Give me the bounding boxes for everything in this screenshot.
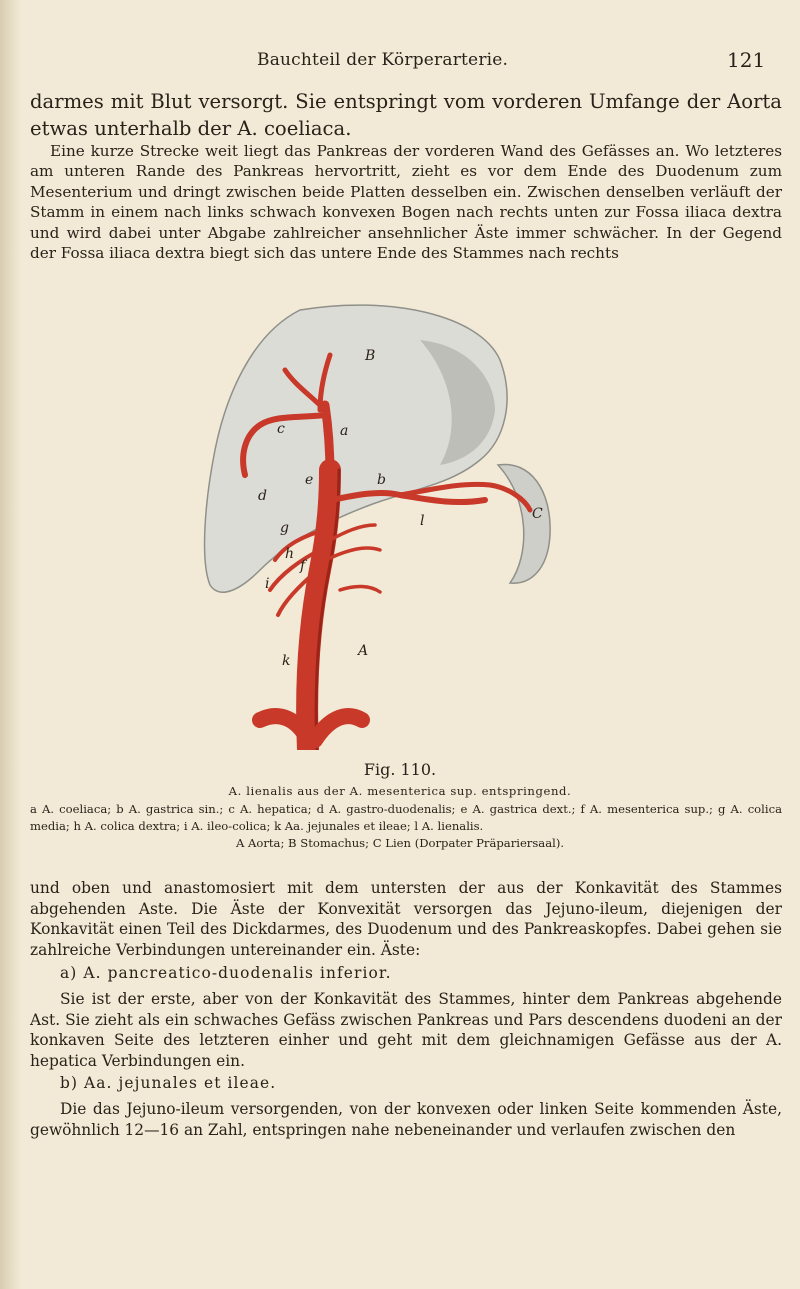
page-number: 121: [727, 48, 766, 72]
paragraph-4: Die das Jejuno-ileum versorgenden, von der konvexen oder linken Seite kommenden Äste, gewöhnlich 12—16 an Zahl, entspringen nahe nebeneinander und verlaufen zwischen den: [30, 1100, 782, 1139]
figure-legend: a A. coeliaca; b A. gastrica sin.; c A. hepatica; d A. gastro-duodenalis; e A. gastrica dext.; f A. mesenterica sup.; g A. colica media; h A. colica dextra; i A. ileo-colica; k Aa. jejunales et ileae; l A. lienalis.: [30, 802, 782, 833]
iliac-left: [260, 716, 308, 740]
running-head: Bauchteil der Körperarterie.: [257, 50, 509, 70]
figure-title: Fig. 110.: [363, 760, 437, 779]
label-C: C: [532, 506, 543, 522]
label-B: B: [365, 348, 376, 364]
page-edge-shadow: [0, 0, 22, 1289]
iliac-right: [315, 716, 362, 740]
label-f: f: [300, 558, 306, 574]
spleen-shape: [498, 464, 550, 583]
paragraph-2: und oben und anastomosiert mit dem untersten der aus der Konkavität des Stammes abgehenden Aste. Die Äste der Konvexität versorgen das Jejuno-ileum, diejenigen der Konkavität einen Teil des Dickdarmes, des Duodenum und des Pankreaskopfes. Dabei gehen sie zahlreiche Verbindungen untereinander ein. Äste:: [30, 879, 782, 959]
figure-caption-title: A. lienalis aus der A. mesenterica sup. entspringend.: [228, 784, 572, 798]
label-g: g: [280, 520, 289, 536]
label-l: l: [420, 513, 425, 529]
figure-legend-last: A Aorta; B Stomachus; C Lien (Dorpater Präpariersaal).: [235, 836, 565, 850]
jejunal-branches: [330, 525, 380, 592]
section-heading-a: a) A. pancreatico-duodenalis inferior.: [60, 964, 392, 982]
paragraph-3: Sie ist der erste, aber von der Konkavität des Stammes, hinter dem Pankreas abgehende Ast. Sie zieht als ein schwaches Gefäss zwischen Pankreas und Pars descendens duodeni an der konkaven Seite des letzteren einher und geht mit dem gleichnamigen Gefässe aus der A. hepatica Verbindungen ein.: [30, 990, 782, 1070]
page-header: [0, 50, 800, 78]
artery-illustration: [180, 300, 580, 750]
lead-paragraph: darmes mit Blut versorgt. Sie entspringt vom vorderen Umfange der Aorta etwas unterhalb der A. coeliaca.: [30, 90, 782, 140]
label-b: b: [377, 472, 386, 488]
label-h: h: [285, 546, 295, 562]
label-A: A: [358, 643, 369, 659]
label-a: a: [340, 423, 349, 439]
label-d: d: [258, 488, 267, 504]
paragraph-1: Eine kurze Strecke weit liegt das Pankreas der vorderen Wand des Gefässes an. Wo letzteres am unteren Rande des Pankreas hervortritt, zieht es vor dem Ende des Duodenum zum Mesenterium und dringt zwischen beide Platten desselben ein. Zwischen denselben verläuft der Stamm in einem nach links schwach konvexen Bogen nach rechts unten zur Fossa iliaca dextra und wird dabei unter Abgabe zahlreicher ansehnlicher Äste immer schwächer. In der Gegend der Fossa iliaca dextra biegt sich das untere Ende des Stammes nach rechts: [30, 142, 782, 263]
label-e: e: [305, 472, 314, 488]
label-i: i: [265, 576, 270, 592]
anatomical-figure: [180, 300, 580, 750]
label-k: k: [282, 653, 291, 669]
section-heading-b: b) Aa. jejunales et ileae.: [60, 1074, 277, 1092]
label-c: c: [277, 421, 285, 437]
